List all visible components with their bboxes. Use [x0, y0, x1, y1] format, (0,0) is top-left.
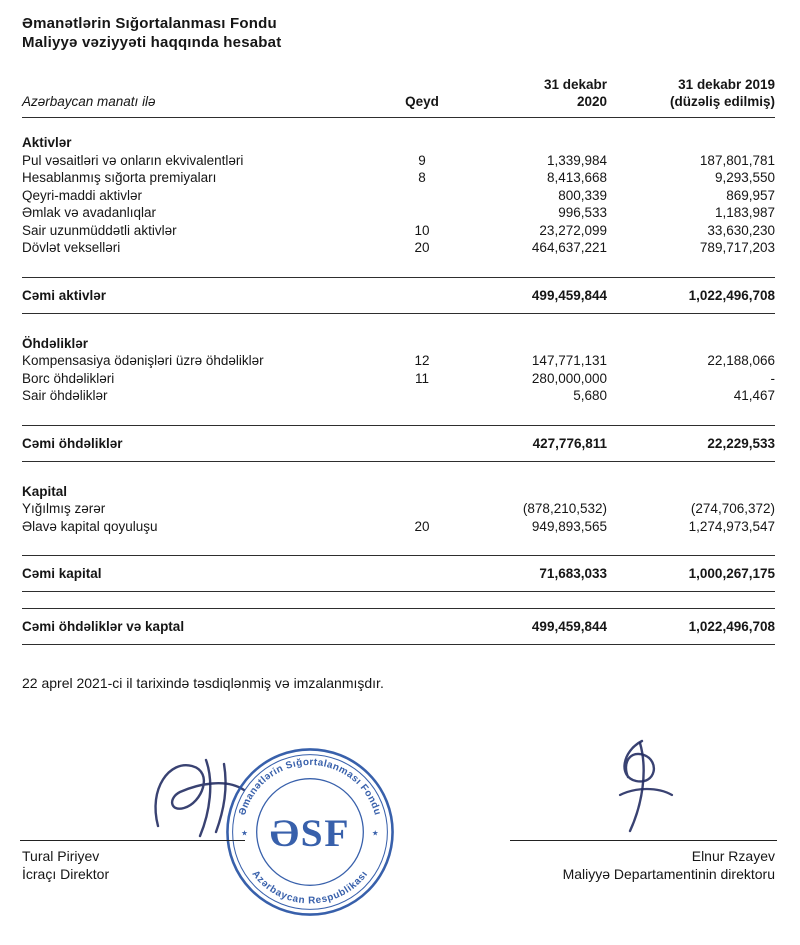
row-note: 9: [418, 152, 426, 168]
table-row: [22, 387, 775, 405]
row-label: Yığılmış zərər: [22, 501, 106, 516]
table-row: [22, 500, 775, 518]
row-note: 10: [414, 222, 430, 238]
row-note: 20: [414, 518, 430, 534]
table-row: [22, 518, 775, 536]
document-subtitle: Maliyyə vəziyyəti haqqında hesabat: [22, 34, 282, 51]
row-value-2020: 1,339,984: [546, 152, 607, 168]
section-assets: [22, 134, 775, 314]
signatory-title: İcraçı Direktor: [22, 866, 110, 882]
table-row: [22, 352, 775, 370]
total-label: Cəmi aktivlər: [22, 287, 107, 303]
signatory-name: Elnur Rzayev: [691, 848, 775, 864]
column-header-2019: 31 dekabr 2019 (düzəliş edilmiş): [669, 77, 775, 109]
row-note: 8: [418, 170, 426, 185]
total-label: Cəmi kapital: [22, 566, 102, 581]
row-value-2019: 1,274,973,547: [688, 518, 775, 534]
row-value-2019: 789,717,203: [699, 240, 775, 255]
total-value-2020: 427,776,811: [532, 435, 607, 451]
column-header-2020: 31 dekabr 2020: [543, 77, 607, 109]
row-value-2019: 187,801,781: [699, 152, 775, 168]
row-value-2020: 23,272,099: [539, 222, 607, 238]
row-label: Dövlət vekselləri: [22, 240, 121, 255]
row-note: [387, 187, 457, 205]
section-heading: Aktivlər: [22, 135, 72, 150]
row-label: Pul vəsaitləri və onların ekvivalentləri: [22, 152, 244, 168]
row-note: 20: [414, 240, 430, 255]
section-heading: Öhdəliklər: [22, 335, 89, 351]
row-label: Hesablanmış sığorta premiyaları: [22, 170, 217, 185]
row-value-2020: 464,637,221: [531, 240, 607, 255]
total-label: Cəmi öhdəliklər: [22, 435, 123, 451]
signature-line-left: [20, 840, 245, 841]
signatory-left: [22, 847, 109, 883]
total-value-2019: 22,229,533: [707, 435, 775, 451]
row-note: [387, 387, 457, 405]
section-equity: [22, 483, 775, 593]
table-row: [22, 169, 775, 187]
approval-note: 22 aprel 2021-ci il tarixində təsdiqlənmiş və imzalanmışdır.: [22, 675, 384, 691]
row-value-2020: (878,210,532): [522, 501, 607, 516]
row-value-2019: -: [770, 370, 775, 386]
signature-right-icon: [580, 733, 690, 838]
row-value-2020: 280,000,000: [531, 370, 607, 386]
signatory-right: [563, 847, 775, 883]
table-row: [22, 370, 775, 388]
row-note: 11: [414, 370, 429, 386]
stamp-center-text: ƏSF: [269, 810, 351, 855]
section-liabilities: [22, 335, 775, 462]
row-value-2020: 8,413,668: [546, 170, 607, 185]
row-value-2019: 22,188,066: [707, 353, 775, 368]
row-value-2019: 1,183,987: [714, 205, 775, 220]
total-label: Cəmi öhdəliklər və kaptal: [22, 619, 185, 634]
row-value-2020: 147,771,131: [531, 353, 607, 368]
total-value-2020: 71,683,033: [539, 566, 607, 581]
total-value-2019: 1,022,496,708: [688, 619, 775, 634]
document-title: Əmanətlərin Sığortalanması Fondu: [22, 15, 277, 32]
total-value-2020: 499,459,844: [531, 287, 607, 303]
row-value-2020: 996,533: [558, 205, 607, 220]
row-value-2020: 949,893,565: [531, 518, 607, 534]
signature-line-right: [510, 840, 777, 841]
row-note: [387, 500, 457, 518]
row-label: Qeyri-maddi aktivlər: [22, 187, 143, 203]
total-value-2020: 499,459,844: [531, 619, 607, 634]
table-header: [22, 76, 775, 118]
signatory-name: Tural Piriyev: [22, 848, 100, 864]
section-heading: Kapital: [22, 483, 68, 499]
table-row: [22, 204, 775, 222]
total-assets-row: [22, 277, 775, 314]
row-note: [387, 204, 457, 222]
currency-note: Azərbaycan manatı ilə: [22, 94, 156, 109]
official-stamp: [224, 746, 396, 918]
row-label: Sair uzunmüddətli aktivlər: [22, 222, 177, 238]
total-liabilities-row: [22, 425, 775, 462]
star-separator-icon: ★: [371, 828, 379, 838]
row-value-2019: (274,706,372): [690, 501, 775, 516]
row-value-2019: 9,293,550: [714, 170, 775, 185]
row-note: 12: [414, 353, 430, 368]
row-label: Sair öhdəliklər: [22, 388, 108, 403]
star-separator-icon: ★: [241, 828, 249, 838]
total-equity-row: [22, 555, 775, 592]
row-label: Borc öhdəlikləri: [22, 370, 115, 386]
row-value-2019: 33,630,230: [707, 222, 775, 238]
total-value-2019: 1,000,267,175: [688, 566, 775, 581]
row-label: Əlavə kapital qoyuluşu: [22, 518, 158, 534]
stamp-ring-text-top: Əmanətlərin Sığortalanması Fondu: [237, 756, 383, 817]
row-value-2019: 41,467: [733, 388, 775, 403]
row-value-2019: 869,957: [726, 187, 775, 203]
table-row: [22, 152, 775, 170]
grand-total-row: [22, 608, 775, 645]
total-value-2019: 1,022,496,708: [688, 287, 775, 303]
table-row: [22, 187, 775, 205]
column-header-note: Qeyd: [405, 94, 439, 109]
row-label: Kompensasiya ödənişləri üzrə öhdəliklər: [22, 353, 264, 368]
table-row: [22, 239, 775, 257]
row-label: Əmlak və avadanlıqlar: [22, 205, 156, 220]
stamp-ring-text-bottom: Azərbaycan Respublikası: [249, 868, 371, 907]
table-row: [22, 222, 775, 240]
row-value-2020: 800,339: [558, 187, 607, 203]
signatory-title: Maliyyə Departamentinin direktoru: [562, 866, 775, 882]
row-value-2020: 5,680: [573, 388, 607, 403]
